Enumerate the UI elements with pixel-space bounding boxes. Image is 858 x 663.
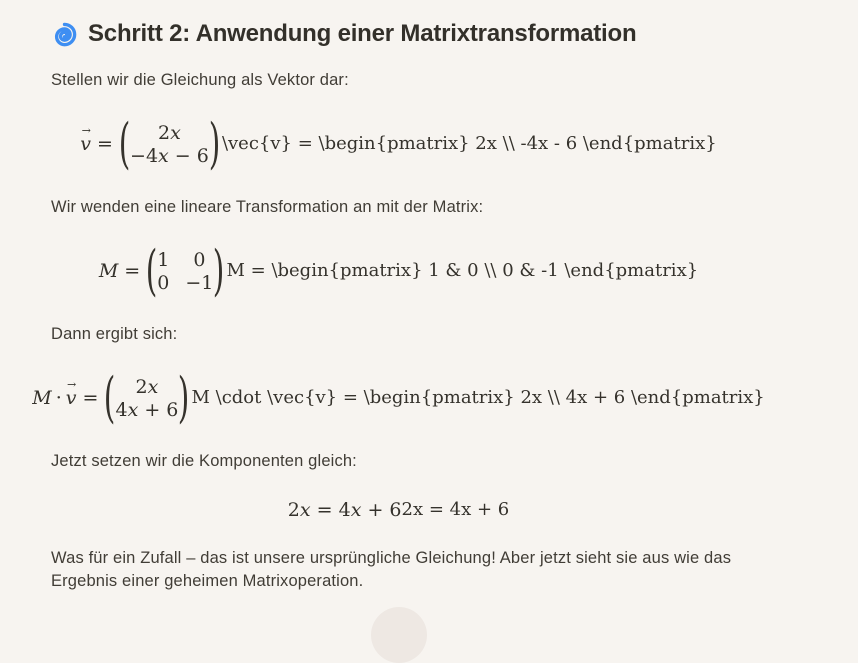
left-paren: ( (118, 112, 131, 175)
matrix-cell: 0 (157, 271, 170, 294)
math-lhs (32, 387, 104, 409)
left-paren: ( (145, 239, 158, 302)
matrix-cell: −1 (185, 271, 214, 294)
raw-latex-text: M \cdot \vec{v} = \begin{pmatrix} 2x \\ 4x + 6 \end{pmatrix} (191, 387, 765, 408)
formula-matrix-definition (51, 239, 746, 302)
matrix-cell: 0 (193, 248, 206, 271)
cyclone-icon (51, 21, 78, 48)
equals-sign: = (82, 387, 99, 409)
equals-sign: = (124, 260, 141, 282)
math-lhs (99, 260, 146, 282)
raw-latex-text: \vec{v} = \begin{pmatrix} 2x \\ -4x - 6 \end{pmatrix} (221, 133, 717, 154)
left-paren: ( (104, 366, 116, 429)
paragraph-vector-intro: Stellen wir die Gleichung als Vektor dar: (51, 71, 349, 89)
paragraph-transformation-intro: Wir wenden eine lineare Transformation an mit der Matrix: (51, 198, 484, 216)
right-paren: ) (178, 366, 190, 429)
equals-sign: = (97, 133, 113, 155)
formula-vector-definition (51, 112, 746, 175)
matrix-cell: 2x (135, 375, 159, 398)
paragraph-result-intro: Dann ergibt sich: (51, 325, 178, 343)
message-content (32, 19, 765, 593)
matrix-cell: 2x (158, 121, 181, 144)
math-vector-v: v → (66, 387, 77, 409)
section-title: Schritt 2: Anwendung einer Matrixtransformation (88, 20, 637, 47)
math-vector-v: v → (80, 133, 91, 155)
formula-matrix-product (32, 366, 765, 429)
right-paren: ) (213, 239, 225, 302)
math-lhs (80, 133, 119, 155)
matrix-2x2 (157, 249, 213, 294)
raw-latex-text: 2x = 4x + 6 (401, 499, 510, 520)
raw-latex-text: M = \begin{pmatrix} 1 & 0 \\ 0 & -1 \end{pmatrix} (226, 260, 699, 281)
matrix-cell: −4x − 6 (130, 144, 209, 167)
cdot-sign: · (55, 387, 62, 409)
section-header (51, 19, 746, 49)
formula-equation (51, 497, 746, 523)
math-equation: 2x = 4x + 6 (287, 499, 402, 521)
matrix-cell: 1 (157, 248, 170, 271)
math-matrix-M: M (98, 260, 119, 282)
matrix-cell: 4x + 6 (115, 398, 179, 421)
matrix-column-vector (116, 376, 179, 421)
math-matrix-M: M (32, 387, 52, 409)
paragraph-conclusion: Was für ein Zufall – das ist unsere ursprüngliche Gleichung! Aber jetzt sieht sie aus wie das Ergebnis einer geheimen Matrixoperation. (51, 549, 732, 590)
paragraph-components-intro: Jetzt setzen wir die Komponenten gleich: (51, 452, 357, 470)
matrix-column-vector (130, 122, 209, 167)
right-paren: ) (208, 112, 221, 175)
scroll-to-bottom-button[interactable] (371, 607, 427, 663)
